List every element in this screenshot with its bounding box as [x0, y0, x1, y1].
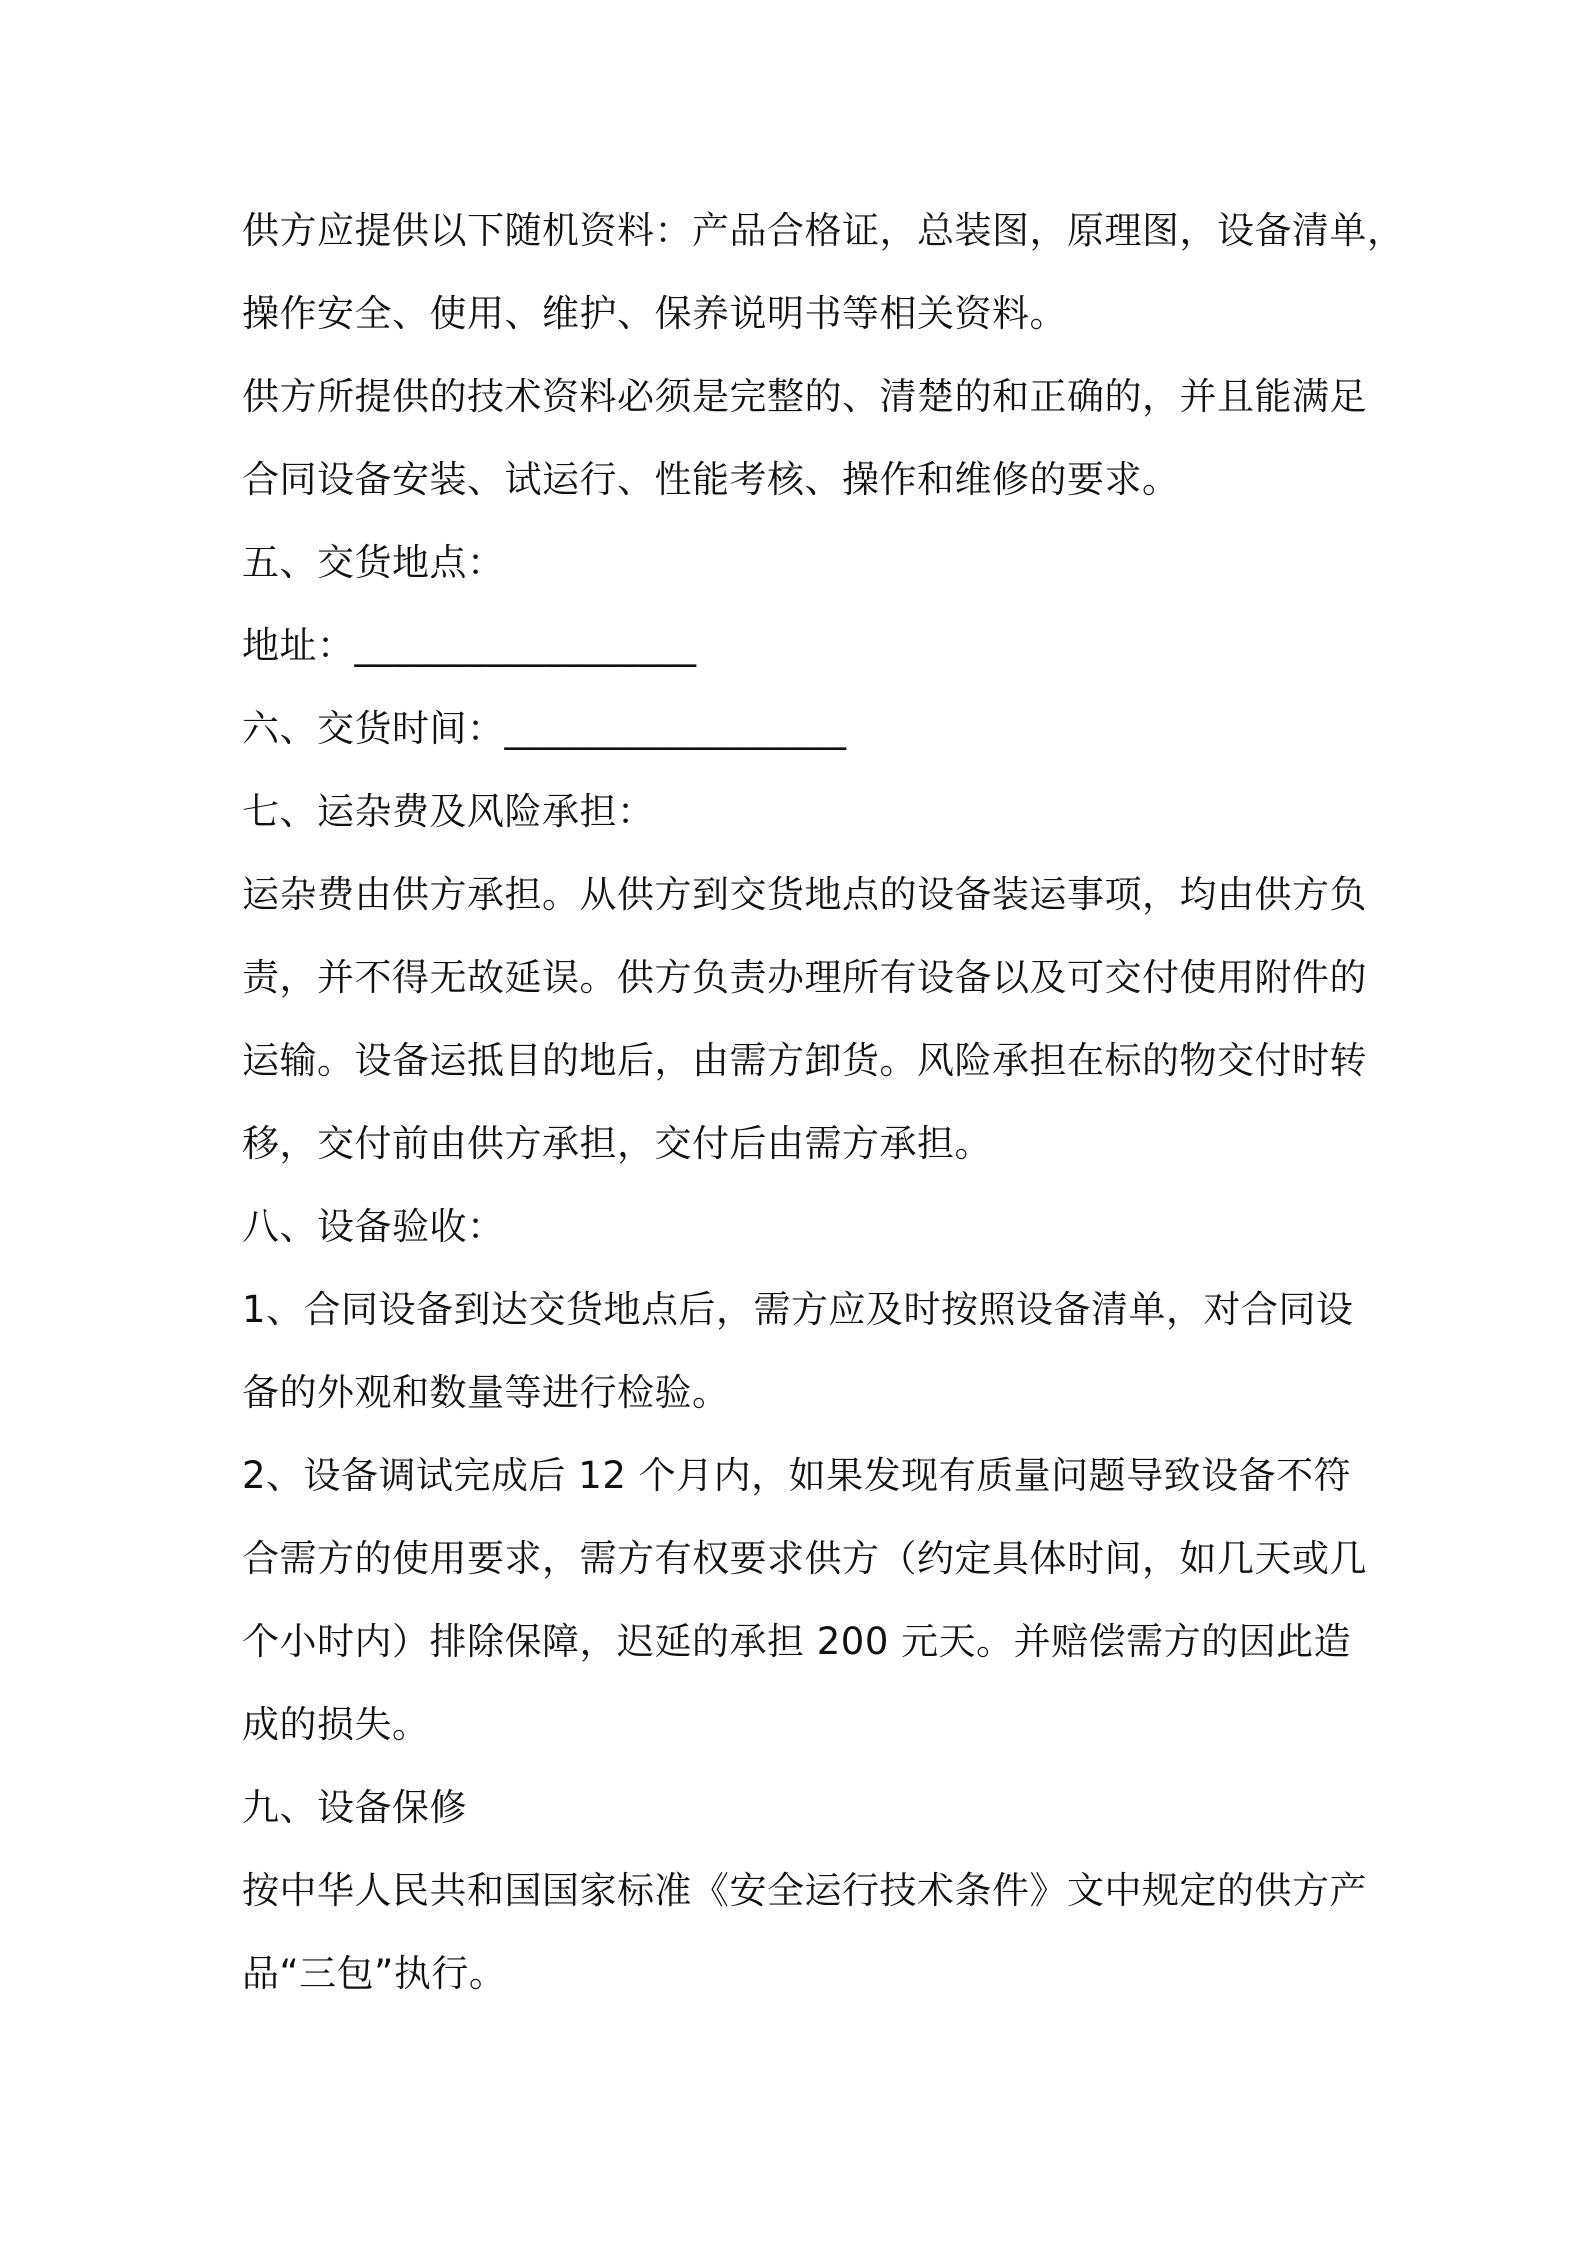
paragraph-line: 1、合同设备到达交货地点后，需方应及时按照设备清单，对合同设	[242, 1288, 1354, 1331]
paragraph-line: 供方应提供以下随机资料：产品合格证，总装图，原理图，设备清单，	[242, 209, 1405, 252]
paragraph-line: 责，并不得无故延误。供方负责办理所有设备以及可交付使用附件的	[242, 956, 1367, 999]
paragraph-line: 合同设备安装、试运行、性能考核、操作和维修的要求。	[242, 458, 1180, 501]
paragraph-line: 按中华人民共和国国家标准《安全运行技术条件》文中规定的供方产	[242, 1869, 1367, 1912]
section-heading: 七、运杂费及风险承担：	[242, 790, 655, 833]
paragraph-line: 运杂费由供方承担。从供方到交货地点的设备装运事项，均由供方负	[242, 873, 1367, 916]
paragraph-line: 合需方的使用要求，需方有权要求供方（约定具体时间，如几天或几	[242, 1537, 1367, 1580]
paragraph-line: 品“三包”执行。	[242, 1952, 507, 1995]
section-heading: 九、设备保修	[242, 1786, 467, 1829]
address-field-line: 地址：__________________	[242, 624, 697, 667]
section-heading: 五、交货地点：	[242, 541, 505, 584]
paragraph-line: 运输。设备运抵目的地后，由需方卸货。风险承担在标的物交付时转	[242, 1039, 1367, 1082]
paragraph-line: 个小时内）排除保障，迟延的承担 200 元天。并赔偿需方的因此造	[242, 1620, 1352, 1663]
paragraph-line: 备的外观和数量等进行检验。	[242, 1371, 730, 1414]
paragraph-line: 成的损失。	[242, 1703, 430, 1746]
section-heading: 六、交货时间：__________________	[242, 707, 847, 750]
paragraph-line: 移，交付前由供方承担，交付后由需方承担。	[242, 1122, 992, 1165]
paragraph-line: 2、设备调试完成后 12 个月内，如果发现有质量问题导致设备不符	[242, 1454, 1352, 1497]
paragraph-line: 操作安全、使用、维护、保养说明书等相关资料。	[242, 292, 1067, 335]
section-heading: 八、设备验收：	[242, 1205, 505, 1248]
paragraph-line: 供方所提供的技术资料必须是完整的、清楚的和正确的，并且能满足	[242, 375, 1367, 418]
